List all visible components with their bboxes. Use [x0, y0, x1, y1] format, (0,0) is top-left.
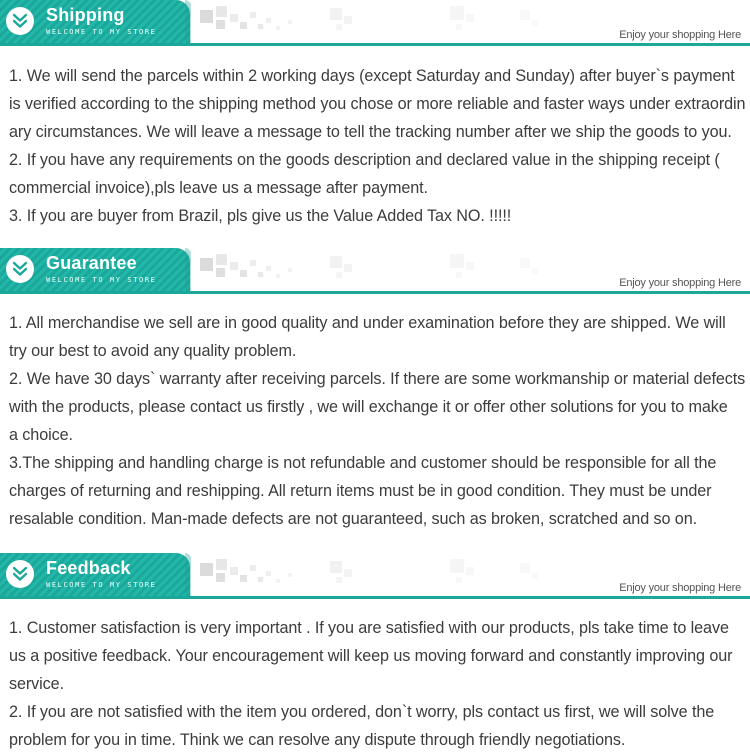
mosaic-square	[520, 258, 530, 268]
body-line: with the products, please contact us firstly , we will exchange it or offer other solutions for you to make	[9, 398, 728, 416]
mosaic-square	[230, 567, 238, 575]
shipping-section	[0, 0, 750, 240]
mosaic-square	[250, 565, 256, 571]
double-chevron-down-icon	[6, 7, 34, 35]
body-line: resalable condition. Man-made defects are not guaranteed, such as broken, scratched and so on.	[9, 510, 697, 528]
section-tagline: Enjoy your shopping Here	[619, 277, 741, 289]
body-line: 3. If you are buyer from Brazil, pls give us the Value Added Tax NO. !!!!!	[9, 207, 512, 225]
mosaic-square	[200, 563, 213, 576]
body-line: 1. Customer satisfaction is very important . If you are satisfied with our products, pls take time to leave	[9, 619, 729, 637]
double-chevron-down-icon	[6, 255, 34, 283]
section-divider	[0, 291, 750, 294]
mosaic-square	[216, 254, 227, 265]
section-divider	[0, 43, 750, 46]
mosaic-square	[216, 573, 225, 582]
mosaic-square	[288, 573, 292, 577]
section-subtitle: WELCOME TO MY STORE	[46, 28, 157, 36]
mosaic-square	[456, 272, 462, 278]
section-title: Shipping	[46, 5, 125, 25]
body-line: problem for you in time. Think we can resolve any dispute through friendly negotiations.	[9, 731, 626, 749]
section-title: Guarantee	[46, 253, 137, 273]
mosaic-square	[456, 24, 462, 30]
mosaic-square	[520, 563, 530, 573]
section-banner	[0, 553, 750, 598]
section-tagline: Enjoy your shopping Here	[619, 29, 741, 41]
body-line: 1. All merchandise we sell are in good quality and under examination before they are shipped. We will	[9, 314, 726, 332]
body-line: 2. If you are not satisfied with the item you ordered, don`t worry, pls contact us first, we will solve the	[9, 703, 715, 721]
mosaic-square	[344, 264, 352, 272]
mosaic-square	[230, 14, 238, 22]
section-subtitle: WELCOME TO MY STORE	[46, 581, 157, 589]
mosaic-square	[336, 24, 342, 30]
section-banner	[0, 248, 750, 293]
body-line: 1. We will send the parcels within 2 working days (except Saturday and Sunday) after buyer`s payment	[9, 67, 735, 85]
section-banner	[0, 0, 750, 45]
mosaic-square	[240, 575, 247, 582]
mosaic-square	[450, 559, 464, 573]
mosaic-square	[330, 256, 342, 268]
section-tab	[0, 248, 190, 291]
mosaic-square	[336, 577, 342, 583]
mosaic-square	[250, 260, 256, 266]
mosaic-square	[216, 6, 227, 17]
mosaic-square	[230, 262, 238, 270]
decorative-mosaic	[200, 6, 580, 38]
section-body	[9, 614, 749, 754]
body-line: service.	[9, 675, 64, 693]
body-line: 3.The shipping and handling charge is not refundable and customer should be responsible for all the	[9, 454, 717, 472]
body-line: 2. If you have any requirements on the goods description and declared value in the shipping receipt (	[9, 151, 720, 169]
body-line: us a positive feedback. Your encouragement will keep us moving forward and constantly improving our	[9, 647, 733, 665]
mosaic-square	[466, 262, 474, 270]
mosaic-square	[450, 254, 464, 268]
mosaic-square	[288, 20, 292, 24]
mosaic-square	[266, 571, 271, 576]
mosaic-square	[276, 274, 280, 278]
guarantee-section	[0, 248, 750, 548]
double-chevron-down-icon	[6, 560, 34, 588]
mosaic-square	[258, 577, 263, 582]
mosaic-square	[266, 18, 271, 23]
decorative-mosaic	[200, 559, 580, 591]
decorative-mosaic	[200, 254, 580, 286]
section-body	[9, 62, 749, 230]
section-divider	[0, 596, 750, 599]
mosaic-square	[288, 268, 292, 272]
mosaic-square	[216, 20, 225, 29]
mosaic-square	[258, 272, 263, 277]
body-line: ary circumstances. We will leave a message to tell the tracking number after we ship the goods to you.	[9, 123, 732, 141]
mosaic-square	[240, 270, 247, 277]
feedback-section	[0, 553, 750, 753]
mosaic-square	[216, 268, 225, 277]
mosaic-square	[216, 559, 227, 570]
body-line: a choice.	[9, 426, 73, 444]
body-line: 2. We have 30 days` warranty after receiving parcels. If there are some workmanship or material defects	[9, 370, 746, 388]
section-tagline: Enjoy your shopping Here	[619, 582, 741, 594]
mosaic-square	[258, 24, 263, 29]
section-subtitle: WELCOME TO MY STORE	[46, 276, 157, 284]
mosaic-square	[240, 22, 247, 29]
mosaic-square	[344, 16, 352, 24]
mosaic-square	[466, 567, 474, 575]
section-body	[9, 309, 749, 533]
mosaic-square	[200, 10, 213, 23]
mosaic-square	[330, 561, 342, 573]
mosaic-square	[532, 573, 538, 579]
mosaic-square	[344, 569, 352, 577]
mosaic-square	[250, 12, 256, 18]
mosaic-square	[330, 8, 342, 20]
section-tab	[0, 0, 190, 43]
mosaic-square	[450, 6, 464, 20]
mosaic-square	[532, 268, 538, 274]
mosaic-square	[276, 579, 280, 583]
mosaic-square	[266, 266, 271, 271]
mosaic-square	[520, 10, 530, 20]
body-line: try our best to avoid any quality problem.	[9, 342, 297, 360]
mosaic-square	[456, 577, 462, 583]
mosaic-square	[336, 272, 342, 278]
section-tab	[0, 553, 190, 596]
mosaic-square	[200, 258, 213, 271]
body-line: charges of returning and reshipping. All return items must be in good condition. They must be under	[9, 482, 712, 500]
body-line: is verified according to the shipping method you chose or more reliable and faster ways under extraordin	[9, 95, 746, 113]
body-line: commercial invoice),pls leave us a message after payment.	[9, 179, 428, 197]
mosaic-square	[532, 20, 538, 26]
section-title: Feedback	[46, 558, 131, 578]
mosaic-square	[466, 14, 474, 22]
mosaic-square	[276, 26, 280, 30]
